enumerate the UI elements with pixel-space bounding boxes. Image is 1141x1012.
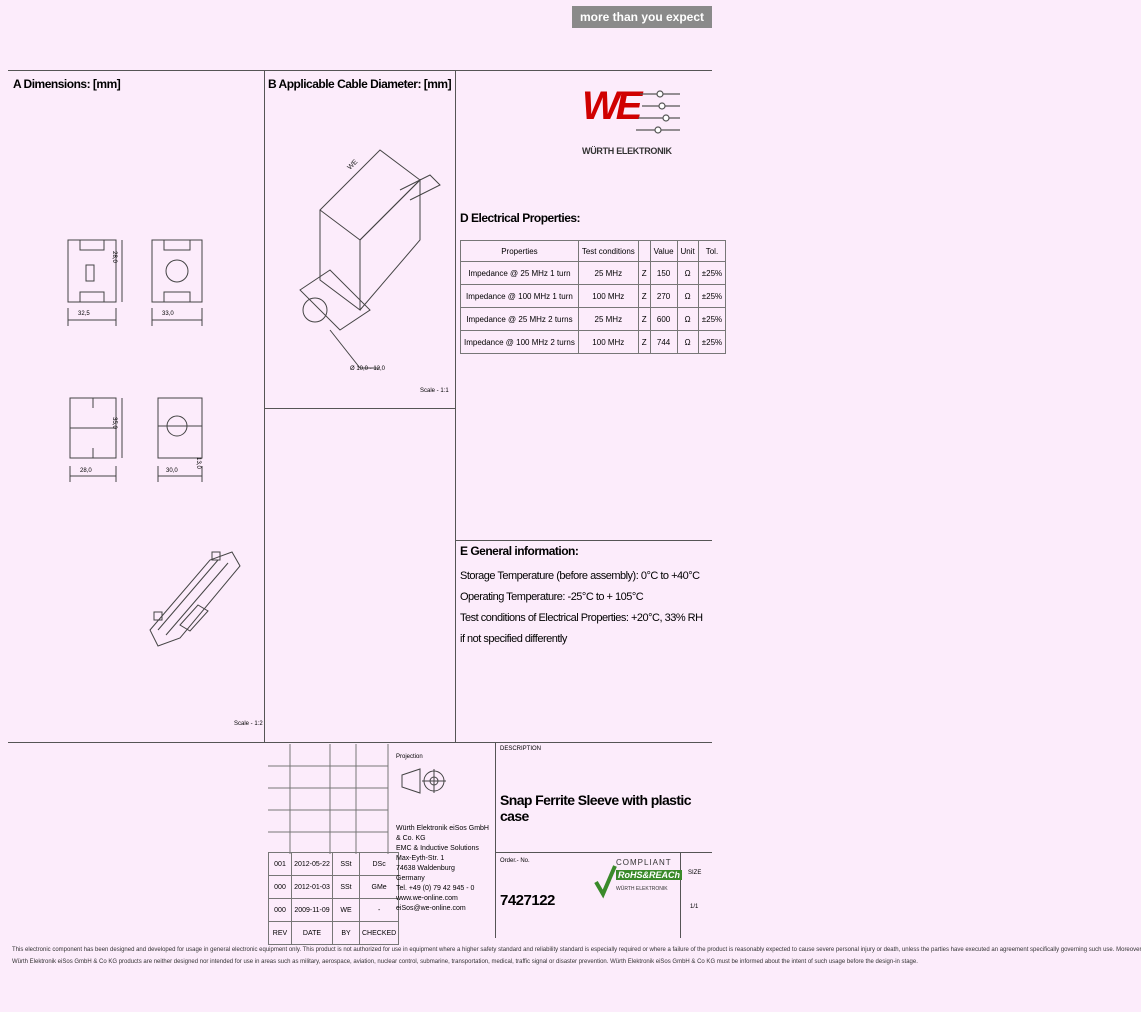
header-properties: Properties (461, 241, 579, 262)
revision-grid-lines (268, 744, 388, 854)
size-label: SIZE (688, 870, 702, 876)
section-e-title: E General information: (460, 544, 579, 558)
divider-de (455, 540, 712, 541)
footer-line: This electronic component has been designed and developed for usage in general electronic equipment only. This product is not authorized for use in equipment where a higher safety standard and reliability standard is especially required or where a failure of the product is reasonably expected to cause severe personal injury or death, unless the parties have executed an agreement specifically governing such use. Moreover (12, 947, 1141, 953)
section-b-title: B Applicable Cable Diameter: [mm] (268, 77, 452, 91)
rev-by: WE (333, 899, 360, 922)
brand-tagline: more than you expect (572, 6, 712, 28)
logo-lines-icon (580, 84, 690, 144)
dim-d2: 28,0 (110, 251, 117, 263)
rev-no: 000 (269, 876, 292, 899)
dim-d7: 13,0 (194, 457, 201, 469)
header-test-conditions: Test conditions (578, 241, 638, 262)
page-number: 1/1 (690, 904, 699, 910)
dimension-drawings (40, 230, 280, 730)
address-line: Germany (396, 875, 425, 882)
frame-top-line (8, 70, 712, 71)
prop-name: Impedance @ 25 MHz 2 turns (461, 308, 579, 331)
table-row (461, 308, 726, 331)
table-row (269, 922, 399, 945)
section-d-title: D Electrical Properties: (460, 211, 581, 225)
prop-name: Impedance @ 100 MHz 2 turns (461, 331, 579, 354)
prop-symbol: Z (638, 331, 650, 354)
prop-condition: 25 MHz (578, 308, 638, 331)
prop-symbol: Z (638, 262, 650, 285)
wurth-logo (580, 84, 690, 164)
dim-d6: 30,0 (166, 468, 178, 474)
divider-bd (455, 70, 456, 742)
info-test-conditions: Test conditions of Electrical Properties: +20°C, 33% RH (460, 612, 703, 624)
revision-grid (268, 744, 388, 859)
prop-unit: Ω (677, 262, 698, 285)
rohs-label: RoHS&REACh (618, 870, 680, 880)
dim-d5: 28,0 (80, 468, 92, 474)
address-line: 74638 Waldenburg (396, 865, 455, 872)
prop-condition: 100 MHz (578, 285, 638, 308)
address-line: Würth Elektronik eiSos GmbH & Co. KG (396, 825, 489, 842)
projection-symbol-icon (400, 765, 448, 797)
rev-header-rev: REV (269, 922, 292, 945)
rev-by: SSt (333, 876, 360, 899)
table-row (461, 285, 726, 308)
header-tol: Tol. (698, 241, 725, 262)
rev-date: 2012-05-22 (292, 853, 333, 876)
prop-value: 600 (650, 308, 677, 331)
scale-b: Scale - 1:1 (420, 388, 449, 394)
order-code-label: Order.- No. (500, 858, 530, 864)
header-unit: Unit (677, 241, 698, 262)
address-line: EMC & Inductive Solutions (396, 845, 479, 852)
revision-table (268, 852, 399, 945)
properties-table (460, 240, 726, 354)
header-value: Value (650, 241, 677, 262)
divider-title-block (8, 742, 712, 743)
prop-condition: 25 MHz (578, 262, 638, 285)
rev-by: SSt (333, 853, 360, 876)
dim-d3: 33,0 (162, 311, 174, 317)
svg-text:WE: WE (346, 158, 360, 172)
info-storage-temp: Storage Temperature (before assembly): 0°C to +40°C (460, 570, 700, 582)
prop-unit: Ω (677, 331, 698, 354)
tb-size-divider (680, 852, 681, 938)
rohs-sub: WÜRTH ELEKTRONIK (616, 886, 668, 892)
prop-condition: 100 MHz (578, 331, 638, 354)
rev-header-by: BY (333, 922, 360, 945)
prop-tol: ±25% (698, 331, 725, 354)
table-row (461, 262, 726, 285)
address-line: Max-Eyth-Str. 1 (396, 855, 445, 862)
prop-name: Impedance @ 100 MHz 1 turn (461, 285, 579, 308)
section-a-title: A Dimensions: [mm] (13, 77, 121, 91)
prop-value: 270 (650, 285, 677, 308)
cable-diagram (280, 140, 450, 390)
prop-symbol: Z (638, 308, 650, 331)
header-symbol (638, 241, 650, 262)
rev-header-checked: CHECKED (360, 922, 399, 945)
dim-d1: 32,5 (78, 311, 90, 317)
prop-unit: Ω (677, 308, 698, 331)
info-note: if not specified differently (460, 633, 567, 645)
rev-no: 001 (269, 853, 292, 876)
info-operating-temp: Operating Temperature: -25°C to + 105°C (460, 591, 644, 603)
rev-date: 2009-11-09 (292, 899, 333, 922)
properties-header-row (461, 241, 726, 262)
compliant-label: COMPLIANT (616, 858, 672, 867)
address-block (396, 824, 492, 914)
table-row (269, 853, 399, 876)
prop-tol: ±25% (698, 285, 725, 308)
product-description: Snap Ferrite Sleeve with plastic case (500, 792, 691, 824)
order-code: 7427122 (500, 892, 555, 909)
rev-date: 2012-01-03 (292, 876, 333, 899)
rohs-badge (594, 858, 680, 908)
prop-value: 744 (650, 331, 677, 354)
rev-header-date: DATE (292, 922, 333, 945)
prop-value: 150 (650, 262, 677, 285)
dim-d4: 35,0 (110, 417, 117, 429)
cable-diameter: Ø 10,0 - 12,0 (350, 366, 386, 372)
divider-b-bottom (264, 408, 455, 409)
description-label: DESCRIPTION (500, 746, 542, 752)
rev-checked: - (360, 899, 399, 922)
table-row (461, 331, 726, 354)
scale-a: Scale - 1:2 (234, 721, 263, 727)
footer-line: Würth Elektronik eiSos GmbH & Co KG products are neither designed nor intended for use in areas such as military, aerospace, aviation, nuclear control, submarine, transportation, medical, traffic signal or disaster prevention. Würth Elektronik eiSos GmbH & Co KG must be informed about the intent of such usage before the design-in stage. (12, 959, 918, 965)
address-line: Tel. +49 (0) 79 42 945 - 0 (396, 885, 475, 892)
prop-name: Impedance @ 25 MHz 1 turn (461, 262, 579, 285)
prop-tol: ±25% (698, 262, 725, 285)
logo-name: WÜRTH ELEKTRONIK (582, 146, 672, 156)
projection-label: Projection (396, 754, 423, 760)
general-info (460, 566, 710, 650)
prop-tol: ±25% (698, 308, 725, 331)
prop-unit: Ω (677, 285, 698, 308)
tb-divider (495, 742, 496, 938)
check-icon (594, 862, 616, 902)
address-line: www.we-online.com (396, 895, 458, 902)
table-row (269, 876, 399, 899)
rev-no: 000 (269, 899, 292, 922)
prop-symbol: Z (638, 285, 650, 308)
footer-disclaimer (12, 944, 1141, 968)
table-row (269, 899, 399, 922)
address-line: eiSos@we-online.com (396, 905, 466, 912)
rev-checked: DSc (360, 853, 399, 876)
we-logo-mark: WE (582, 84, 639, 128)
rev-checked: GMe (360, 876, 399, 899)
